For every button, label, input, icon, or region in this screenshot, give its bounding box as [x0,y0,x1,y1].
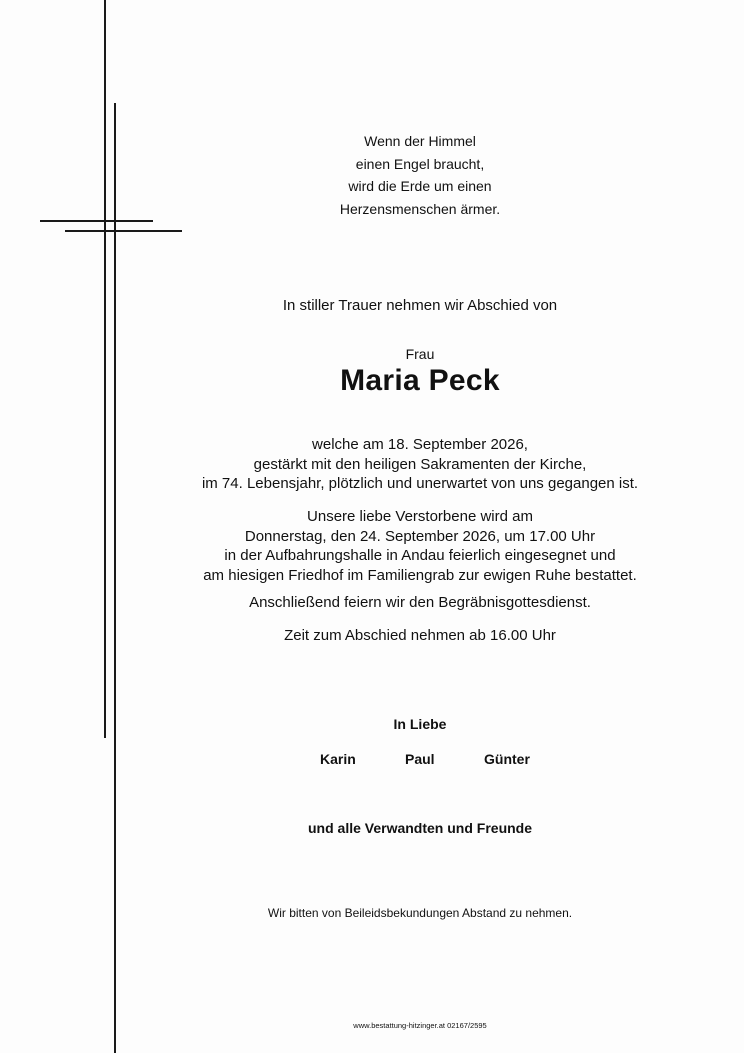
deceased-name: Maria Peck [340,364,500,397]
death-announcement [120,435,720,494]
family-line: und alle Verwandten und Freunde [307,820,533,836]
text-line: im 74. Lebensjahr, plötzlich und unerwartet von uns gegangen ist. [201,475,639,492]
text-line: Unsere liebe Verstorbene wird am [307,508,533,525]
poem-line: Wenn der Himmel [364,133,476,149]
text-line: in der Aufbahrungshalle in Andau feierlich eingesegnet und [224,547,616,564]
mourner-name: Paul [405,751,435,767]
left-vertical-line [104,0,106,738]
cross-bar-lower [65,230,182,232]
text-line: Donnerstag, den 24. September 2026, um 17.00 Uhr [244,527,596,545]
intro-text: In stiller Trauer nehmen wir Abschied von [282,297,558,314]
text-line: gestärkt mit den heiligen Sakramenten der Kirche, [253,455,587,473]
poem-line: Herzensmenschen ärmer. [339,200,501,217]
love-heading: In Liebe [393,716,447,732]
funeral-details [120,507,720,585]
condolence-note: Wir bitten von Beileidsbekundungen Abstand zu nehmen. [267,906,573,920]
poem-line: einen Engel braucht, [355,155,485,172]
text-line: am hiesigen Friedhof im Familiengrab zur ewigen Ruhe bestattet. [203,566,637,584]
mourner-name: Günter [484,751,530,767]
deceased-title: Frau [405,346,435,362]
mourner-name: Karin [320,751,356,767]
text-line: welche am 18. September 2026, [312,436,528,453]
right-vertical-line [114,103,116,1053]
farewell-time: Zeit zum Abschied nehmen ab 16.00 Uhr [284,627,556,644]
service-text: Anschließend feiern wir den Begräbnisgottesdienst. [249,594,591,611]
poem [120,130,720,220]
poem-line: wird die Erde um einen [348,178,492,194]
cross-bar-upper [40,220,153,222]
footer-contact: www.bestattung-hitzinger.at 02167/2595 [353,1021,487,1030]
